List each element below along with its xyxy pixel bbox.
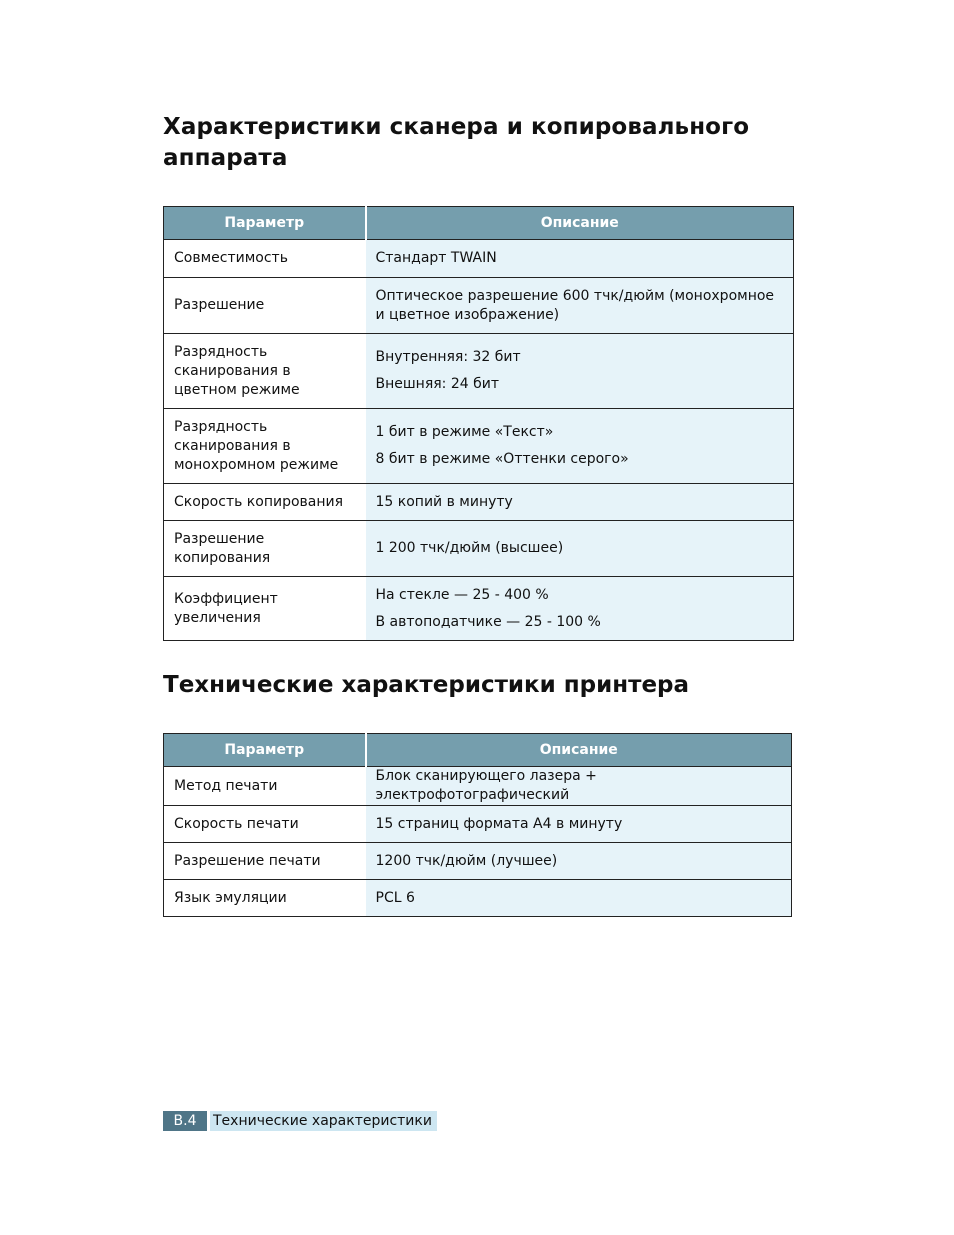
table-row — [164, 880, 792, 917]
table-row — [164, 806, 792, 843]
param-cell: Разрядность сканирования в цветном режиме — [164, 334, 366, 409]
desc-line: Оптическое разрешение 600 тчк/дюйм (монохромное и цветное изображение) — [375, 287, 775, 323]
desc-line: PCL 6 — [375, 889, 415, 906]
param-cell: Метод печати — [164, 767, 366, 806]
param-cell: Язык эмуляции — [164, 880, 366, 917]
table-row — [164, 521, 794, 577]
desc-cell — [366, 767, 792, 806]
scanner-copier-spec-table — [163, 206, 794, 641]
desc-line: Блок сканирующего лазера + электрофотографический — [375, 768, 597, 803]
param-cell: Разрешение копирования — [164, 521, 366, 577]
desc-cell — [366, 484, 794, 521]
desc-cell — [366, 880, 792, 917]
column-header-param: Параметр — [164, 734, 366, 767]
printer-spec-table — [163, 733, 792, 917]
table-header-row — [164, 734, 792, 767]
desc-cell — [366, 334, 794, 409]
desc-line: Внешняя: 24 бит — [375, 376, 499, 392]
desc-line: 15 страниц формата A4 в минуту — [375, 815, 623, 832]
table-row — [164, 278, 794, 334]
table-header-row — [164, 207, 794, 240]
table-row — [164, 843, 792, 880]
footer-section-title: Технические характеристики — [210, 1111, 437, 1131]
desc-line: Стандарт TWAIN — [375, 250, 497, 266]
section-title-printer: Технические характеристики принтера — [163, 672, 690, 698]
param-cell: Коэффициент увеличения — [164, 577, 366, 641]
desc-line: 1 бит в режиме «Текст» — [375, 424, 554, 440]
desc-cell — [366, 240, 794, 278]
table-row — [164, 334, 794, 409]
table-row — [164, 577, 794, 641]
column-header-param: Параметр — [164, 207, 366, 240]
page-footer — [163, 1111, 437, 1131]
table-row — [164, 484, 794, 521]
desc-line: 15 копий в минуту — [375, 493, 513, 510]
desc-cell — [366, 843, 792, 880]
desc-cell — [366, 521, 794, 577]
param-cell: Разрядность сканирования в монохромном режиме — [164, 409, 366, 484]
desc-line: В автоподатчике — 25 - 100 % — [375, 613, 601, 630]
column-header-desc: Описание — [366, 207, 794, 240]
table-row — [164, 767, 792, 806]
desc-cell — [366, 806, 792, 843]
param-cell: Скорость копирования — [164, 484, 366, 521]
table-row — [164, 409, 794, 484]
desc-cell — [366, 577, 794, 641]
param-cell: Разрешение печати — [164, 843, 366, 880]
param-cell: Скорость печати — [164, 806, 366, 843]
column-header-desc: Описание — [366, 734, 792, 767]
section-title-scanner-copier: Характеристики сканера и копировального аппарата — [163, 114, 750, 171]
desc-line: 1 200 тчк/дюйм (высшее) — [375, 540, 564, 556]
desc-line: Внутренняя: 32 бит — [375, 349, 521, 365]
param-cell: Разрешение — [164, 278, 366, 334]
param-cell: Совместимость — [164, 240, 366, 278]
table-row — [164, 240, 794, 278]
desc-line: 1200 тчк/дюйм (лучшее) — [375, 852, 558, 869]
desc-line: На стекле — 25 - 400 % — [375, 586, 549, 603]
page-number: B.4 — [163, 1111, 207, 1131]
desc-line: 8 бит в режиме «Оттенки серого» — [375, 451, 629, 467]
desc-cell — [366, 409, 794, 484]
desc-cell — [366, 278, 794, 334]
